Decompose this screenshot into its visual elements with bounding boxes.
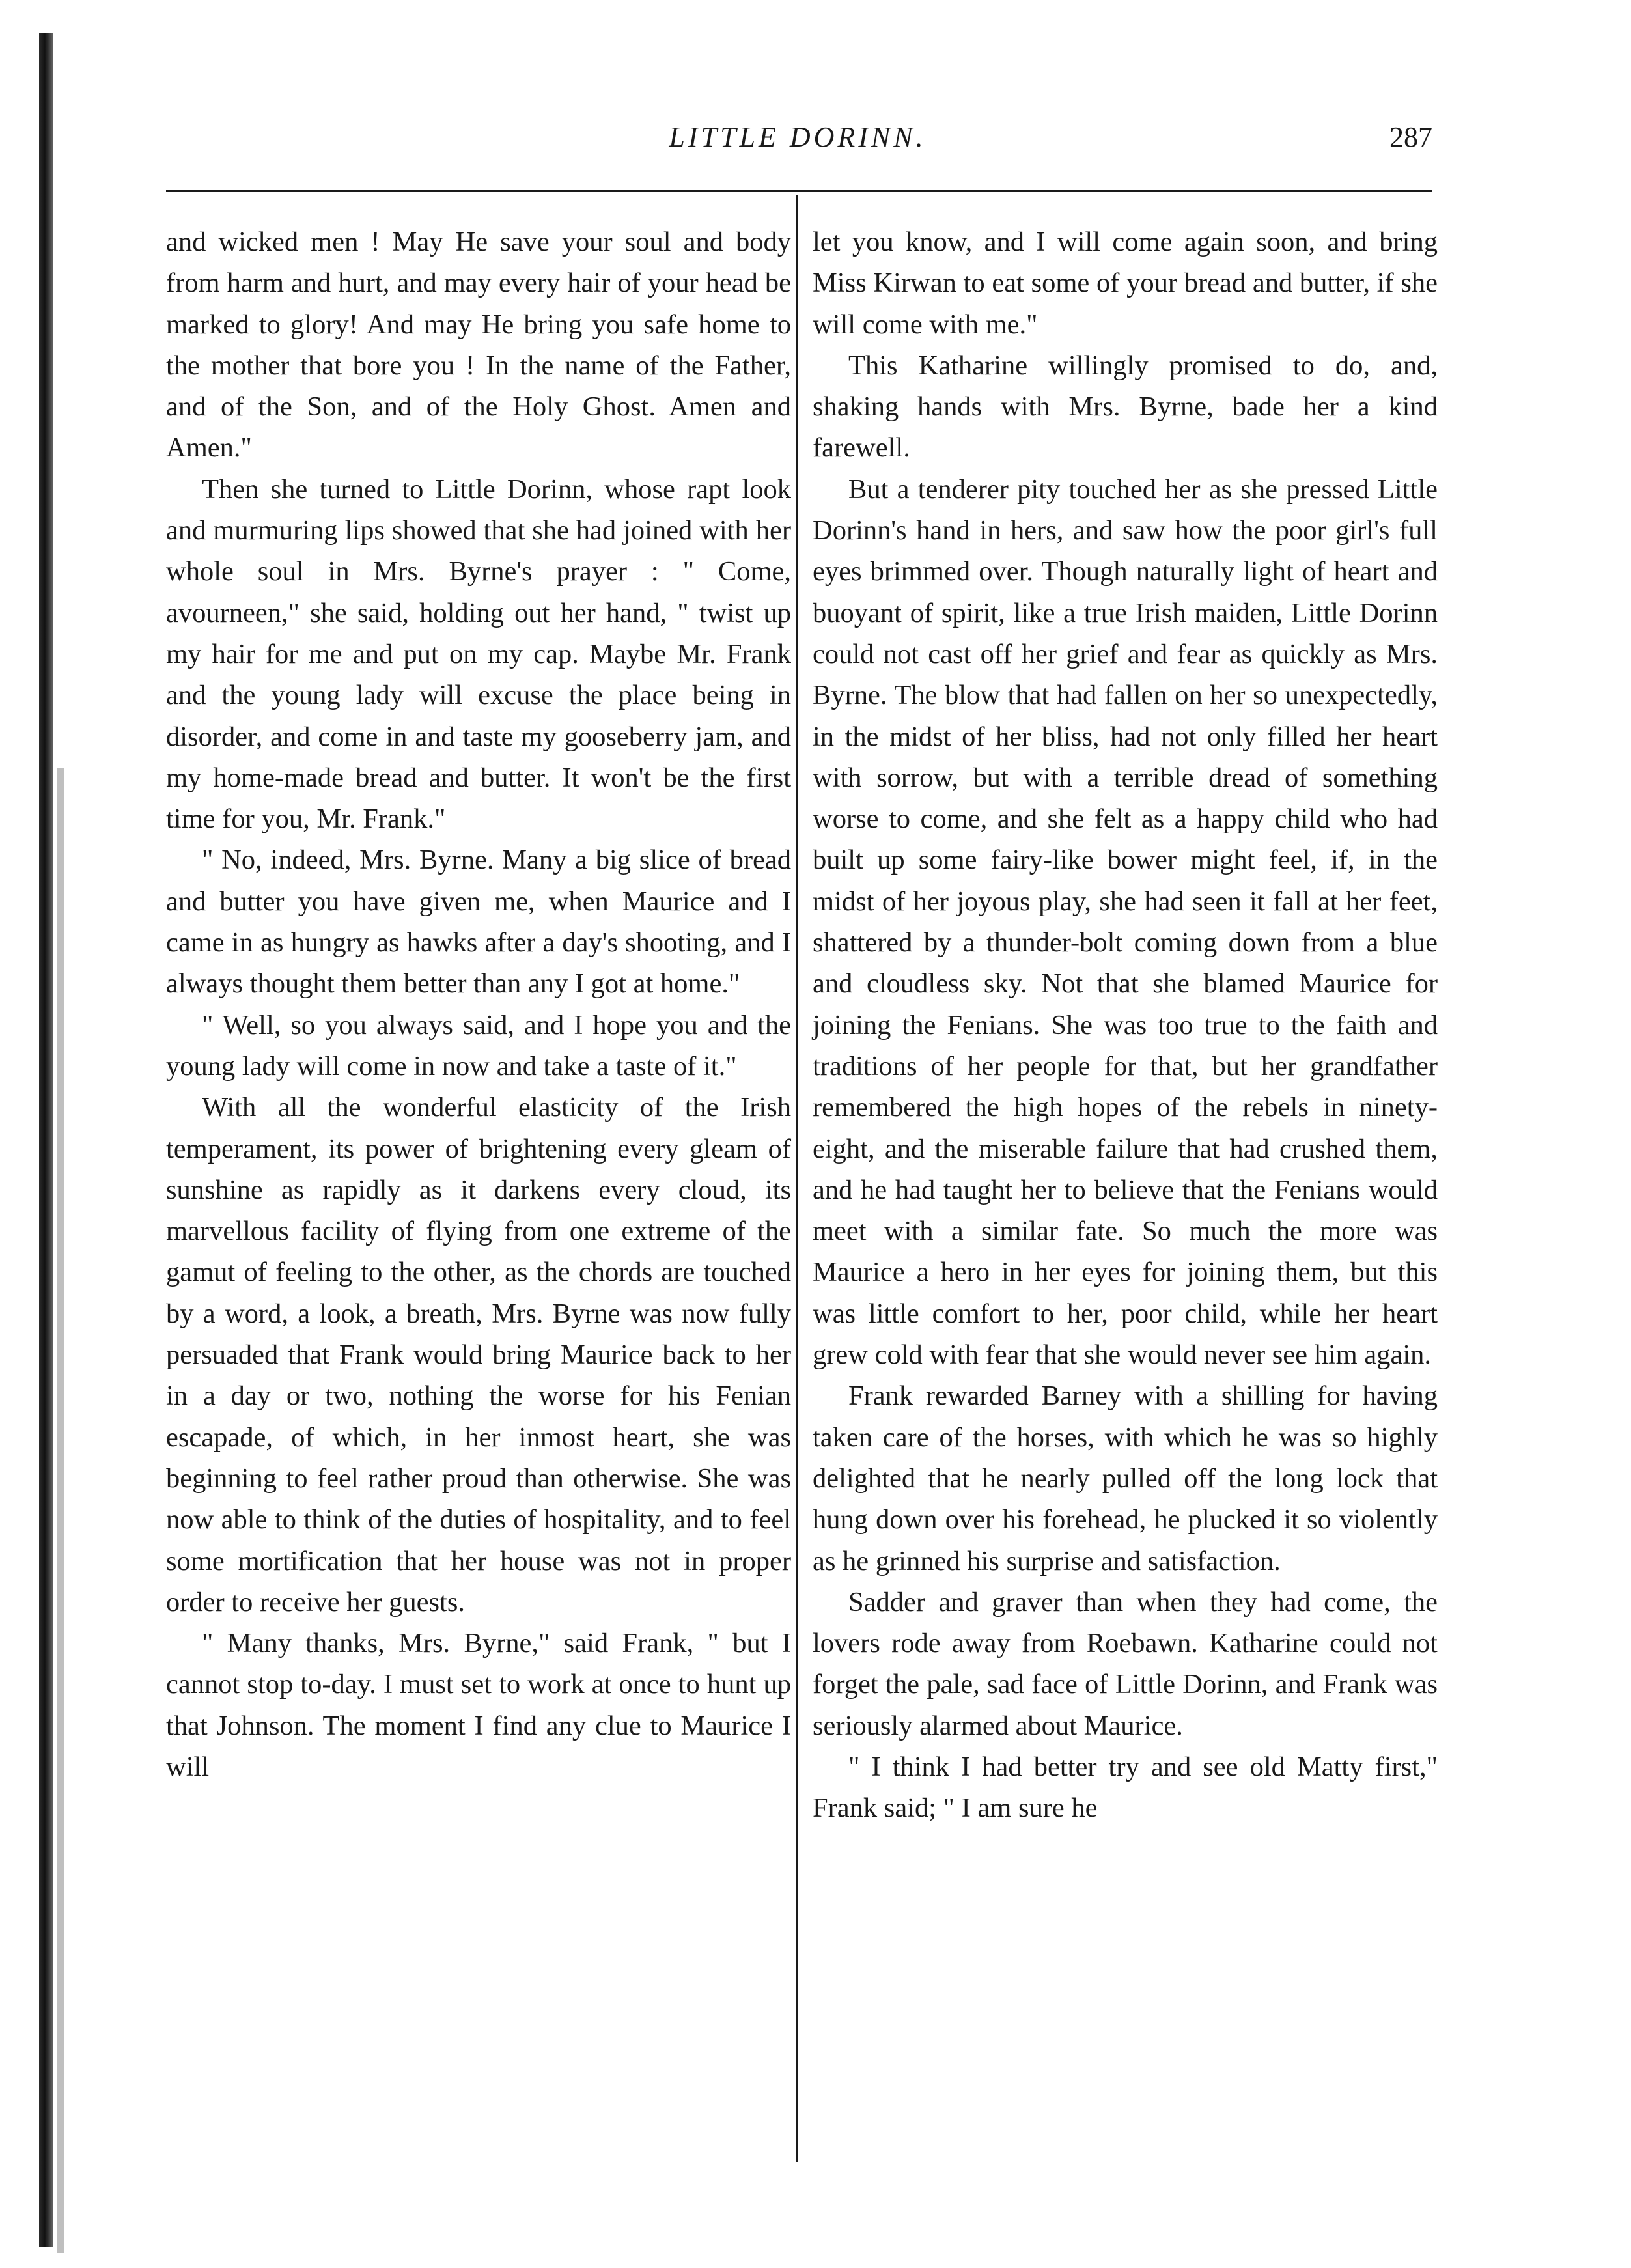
- left-column: [166, 221, 791, 1787]
- paragraph: " I think I had better try and see old Matty first," Frank said; " I am sure he: [813, 1751, 1438, 1824]
- running-title: LITTLE DORINN.: [669, 121, 927, 153]
- paragraph: and wicked men ! May He save your soul and body from harm and hurt, and may every hair of your head be marked to glory! And may He bring you safe home to the mother that bore you ! In the name of the Father, and of the Son, and of the Holy Ghost. Amen and Amen.": [166, 227, 791, 464]
- paragraph: Sadder and graver than when they had come, the lovers rode away from Roebawn. Katharine could not forget the pale, sad face of Little Dorinn, and Frank was seriously alarmed about Maurice.: [813, 1586, 1438, 1741]
- page-binding-shadow: [57, 768, 64, 2253]
- paragraph: " Many thanks, Mrs. Byrne," said Frank, " but I cannot stop to-day. I must set to work at once to hunt up that Johnson. The moment I find any clue to Maurice I will: [166, 1628, 791, 1782]
- column-divider: [796, 195, 798, 2162]
- paragraph: Then she turned to Little Dorinn, whose rapt look and murmuring lips showed that she had joined with her whole soul in Mrs. Byrne's prayer : " Come, avourneen," she said, holding out her hand, " twist up my hair for me and put on my cap. Maybe Mr. Frank and the young lady will excuse the place being in disorder, and come in and taste my gooseberry jam, and my home-made bread and butter. It won't be the first time for you, Mr. Frank.": [166, 473, 791, 835]
- paragraph: This Katharine willingly promised to do, and, shaking hands with Mrs. Byrne, bade her a kind farewell.: [813, 350, 1438, 464]
- paragraph: " Well, so you always said, and I hope you and the young lady will come in now and take a taste of it.": [166, 1009, 791, 1082]
- right-column: [813, 221, 1438, 1829]
- header-rule: [166, 190, 1432, 192]
- paragraph: let you know, and I will come again soon, and bring Miss Kirwan to eat some of your bread and butter, if she will come with me.": [813, 227, 1438, 340]
- page-header: [163, 120, 1432, 173]
- paragraph: But a tenderer pity touched her as she pressed Little Dorinn's hand in hers, and saw how the poor girl's full eyes brimmed over. Though naturally light of heart and buoyant of spirit, like a true Irish maiden, Little Dorinn could not cast off her grief and fear as quickly as Mrs. Byrne. The blow that had fallen on her so unexpectedly, in the midst of her bliss, had not only filled her heart with sorrow, but with a terrible dread of something worse to come, and she felt as a happy child who had built up some fairy-like bower might feel, if, in the midst of her joyous play, she had seen it fall at her feet, shattered by a thunder-bolt coming down from a blue and cloudless sky. Not that she blamed Maurice for joining the Fenians. She was too true to the faith and traditions of her people for that, but her grandfather remembered the high hopes of the rebels in ninety-eight, and the miserable failure that had crushed them, and he had taught her to believe that the Fenians would meet with a similar fate. So much the more was Maurice a hero in her eyes for joining them, but this was little comfort to her, poor child, while her heart grew cold with fear that she would never see him again.: [813, 473, 1438, 1371]
- page-binding-edge: [39, 33, 53, 2247]
- paragraph: Frank rewarded Barney with a shilling for having taken care of the horses, with which he was so highly delighted that he nearly pulled off the long lock that hung down over his forehead, he plucked it so violently as he grinned his surprise and satisfaction.: [813, 1380, 1438, 1576]
- paragraph: With all the wonderful elasticity of the Irish temperament, its power of brightening every gleam of sunshine as rapidly as it darkens every cloud, its marvellous facility of flying from one extreme of the gamut of feeling to the other, as the chords are touched by a word, a look, a breath, Mrs. Byrne was now fully persuaded that Frank would bring Maurice back to her in a day or two, nothing the worse for his Fenian escapade, of which, in her inmost heart, she was beginning to feel rather proud than otherwise. She was now able to think of the duties of hospitality, and to feel some mortification that her house was not in proper order to receive her guests.: [166, 1092, 791, 1617]
- paragraph: " No, indeed, Mrs. Byrne. Many a big slice of bread and butter you have given me, when Maurice and I came in as hungry as hawks after a day's shooting, and I always thought them better than any I got at home.": [166, 845, 791, 1000]
- page-number: 287: [1389, 121, 1432, 153]
